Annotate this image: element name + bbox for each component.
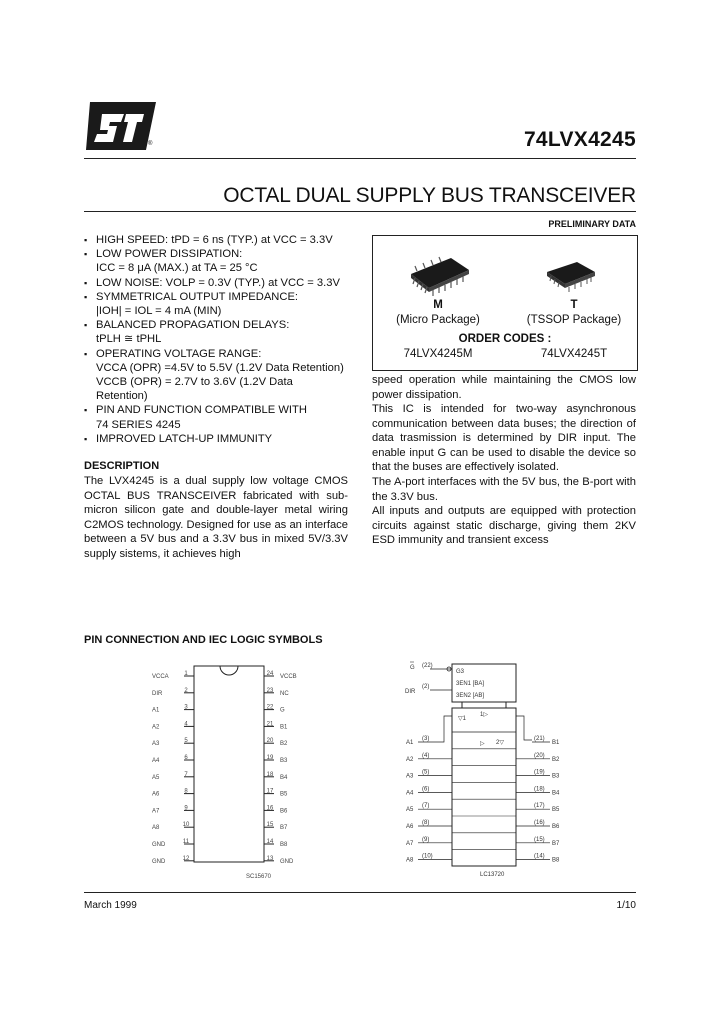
dip-left-pin-number: 4 [184, 721, 188, 728]
part-number: 74LVX4245 [523, 128, 636, 151]
dip-left-pin-number: 10 [182, 822, 190, 829]
iec-sym-tri: ▷ [480, 741, 485, 747]
dip-right-pin-number: 14 [266, 839, 274, 845]
iec-b-label: B1 [552, 740, 560, 746]
dip-figure-label: SC15670 [246, 874, 272, 880]
dip-right-pin-name: B3 [280, 758, 288, 764]
dip-right-pin-number: 18 [266, 771, 274, 778]
dip-left-pin-number: 7 [184, 771, 188, 778]
header-rule-bottom [84, 211, 636, 212]
header-rule-top [84, 158, 636, 159]
iec-b-pin: (21) [534, 736, 545, 742]
page-title: OCTAL DUAL SUPPLY BUS TRANSCEIVER [223, 184, 636, 207]
iec-b-pin: (17) [534, 803, 545, 810]
iec-a-pin: (8) [422, 820, 430, 826]
dip-left-pin-number: 9 [184, 805, 188, 812]
so-package-image [403, 252, 473, 302]
iec-b-pin: (20) [534, 752, 545, 759]
iec-b-label: B8 [552, 857, 560, 864]
dip-right-pin-name: G [280, 707, 285, 714]
description-right-p3: The A-port interfaces with the 5V bus, the B-port with the 3.3V bus. [372, 476, 636, 503]
dip-right-pin-number: 19 [266, 755, 274, 761]
dip-left-pin-name: A5 [152, 774, 160, 781]
iec-a-pin: (4) [422, 752, 430, 759]
footer-rule [84, 892, 636, 893]
footer-date: March 1999 [84, 900, 137, 911]
description-heading: DESCRIPTION [84, 460, 160, 472]
iec-b-pin: (19) [534, 769, 545, 776]
feature-item: VCCB (OPR) = 2.7V to 3.6V (1.2V Data [96, 376, 293, 389]
iec-a-label: A8 [406, 857, 414, 864]
footer-page: 1/10 [616, 900, 636, 911]
trademark-mark: ® [148, 141, 153, 147]
feature-item: ICC = 8 μA (MAX.) at TA = 25 °C [96, 262, 258, 275]
iec-a-pin: (5) [422, 769, 430, 776]
iec-a-label: A3 [406, 773, 414, 780]
feature-item: ▪ OPERATING VOLTAGE RANGE: [84, 347, 262, 360]
feature-item: VCCA (OPR) =4.5V to 5.5V (1.2V Data Retention) [96, 361, 344, 374]
dip-left-pin-name: A6 [152, 791, 160, 798]
t-package-letter: T [570, 299, 578, 311]
dip-left-pin-number: 5 [184, 738, 188, 745]
dip-left-pin-name: A3 [152, 741, 160, 748]
iec-b-pin: (15) [534, 836, 545, 843]
iec-figure-label: LC13720 [480, 872, 505, 878]
package-box [372, 235, 638, 371]
dip-left-pin-number: 11 [182, 839, 190, 845]
dip-right-pin-number: 20 [266, 738, 274, 745]
dip-right-pin-number: 21 [266, 721, 274, 728]
iec-a-label: A7 [406, 840, 414, 847]
dip-right-pin-number: 15 [266, 822, 274, 829]
iec-a-pin: (6) [422, 786, 430, 793]
order-code-t: 74LVX4245T [540, 348, 608, 360]
feature-item: 74 SERIES 4245 [96, 418, 181, 431]
description-right-p4: All inputs and outputs are equipped with protection circuits against static discharge, giving them 2KV ESD immunity and transient excess [372, 505, 636, 546]
iec-a-pin: (3) [422, 736, 430, 742]
dip-right-pin-name: NC [280, 690, 289, 697]
t-package-desc: (TSSOP Package) [526, 314, 622, 326]
iec-b-pin: (18) [534, 786, 545, 793]
iec-a-label: A1 [406, 740, 414, 746]
dip-left-pin-number: 3 [184, 704, 188, 711]
iec-b-label: B3 [552, 773, 560, 780]
dip-left-pin-name: A2 [152, 724, 160, 731]
dip-left-pin-name: GND [152, 842, 166, 848]
dip-right-pin-number: 22 [266, 704, 274, 711]
iec-a-label: A2 [406, 756, 414, 763]
dip-left-pin-number: 12 [182, 855, 190, 862]
iec-a-label: A5 [406, 807, 414, 814]
tssop-package-image [541, 256, 601, 300]
description-left-text: The LVX4245 is a dual supply low voltage CMOS OCTAL BUS TRANSCEIVER fabricated with sub-micron silicon gate and double-layer metal wiring C2MOS technology. Designed for use as an interface between a 5V bus and a 3.3V bus in mixed 5V/3.3V supply sistems, it achieves high [84, 475, 348, 560]
dip-left-pin-name: A8 [152, 825, 160, 832]
iec-logic-symbol [400, 660, 580, 878]
iec-a-label: A6 [406, 824, 414, 830]
feature-item: ▪ IMPROVED LATCH-UP IMMUNITY [84, 432, 273, 445]
iec-b-label: B5 [552, 807, 560, 814]
dip-left-pin-name: A4 [152, 758, 160, 764]
dip-left-pin-name: DIR [152, 690, 163, 697]
dip-right-pin-name: B6 [280, 808, 288, 815]
order-codes-title: ORDER CODES : [458, 333, 552, 345]
dip-left-pin-number: 6 [184, 755, 188, 761]
iec-g-label: G [410, 665, 415, 671]
feature-item: tPLH ≅ tPHL [96, 333, 162, 346]
dip-left-pin-name: A1 [152, 707, 160, 714]
dip-right-pin-name: VCCB [280, 674, 297, 680]
dip-right-pin-name: B5 [280, 791, 288, 798]
dip-right-pin-name: B1 [280, 724, 288, 731]
iec-b-pin: (16) [534, 820, 545, 826]
st-logo [84, 100, 158, 152]
dip-left-pin-number: 8 [184, 788, 188, 795]
feature-item: ▪ PIN AND FUNCTION COMPATIBLE WITH [84, 404, 307, 417]
iec-dir-pin: (2) [422, 684, 430, 690]
m-package-letter: M [433, 299, 443, 311]
feature-item: ▪ HIGH SPEED: tPD = 6 ns (TYP.) at VCC = 3.3V [84, 234, 333, 246]
iec-b-label: B6 [552, 824, 560, 830]
iec-a-pin: (9) [422, 836, 430, 843]
iec-b-pin: (14) [534, 853, 545, 860]
dip-right-pin-number: 17 [266, 788, 274, 795]
feature-item: Retention) [96, 390, 148, 403]
iec-sym-2: 2▽ [496, 740, 504, 746]
iec-ctrl-line: G3 [456, 669, 465, 675]
dip-right-pin-name: B2 [280, 741, 288, 748]
iec-a-pin: (7) [422, 803, 430, 810]
preliminary-label: PRELIMINARY DATA [548, 219, 636, 229]
description-right-p1: speed operation while maintaining the CMOS low power dissipation. [372, 374, 636, 401]
dip-right-pin-number: 23 [266, 687, 274, 694]
iec-g-pin: (22) [422, 663, 433, 669]
iec-ctrl-line: 3EN1 [BA] [456, 681, 485, 687]
iec-b-label: B4 [552, 790, 560, 797]
iec-dir-label: DIR [405, 689, 416, 695]
iec-b-label: B7 [552, 840, 560, 847]
dip-left-pin-name: GND [152, 858, 166, 865]
dip-right-pin-name: B7 [280, 825, 288, 832]
iec-a-pin: (10) [422, 853, 433, 860]
feature-item: |IOH| = IOL = 4 mA (MIN) [96, 305, 222, 318]
feature-item: ▪ BALANCED PROPAGATION DELAYS: [84, 319, 290, 332]
feature-item: ▪ LOW NOISE: VOLP = 0.3V (TYP.) at VCC = 3.3V [84, 276, 340, 289]
feature-item: ▪ LOW POWER DISSIPATION: [84, 248, 243, 261]
dip-right-pin-number: 13 [266, 855, 274, 862]
pin-connection-heading: PIN CONNECTION AND IEC LOGIC SYMBOLS [84, 634, 323, 646]
iec-b-label: B2 [552, 756, 560, 763]
features-list [84, 233, 366, 446]
dip-left-pin-name: A7 [152, 808, 160, 815]
dip-right-pin-name: B8 [280, 842, 288, 848]
m-package-desc: (Micro Package) [396, 314, 480, 326]
iec-ctrl-line: 3EN2 [AB] [456, 693, 485, 699]
description-right-p2: This IC is intended for two-way asynchronous communication between data buses; the direction of data trasmission is determined by DIR input. The enable input G can be used to disable the device so that the buses are effectively isolated. [372, 403, 636, 473]
dip-right-pin-number: 16 [266, 805, 274, 812]
dip-left-pin-number: 2 [184, 687, 188, 694]
iec-sym-1: ▽1 [458, 716, 466, 722]
order-code-m: 74LVX4245M [403, 348, 473, 360]
dip-right-pin-name: GND [280, 858, 294, 865]
iec-sym-gt: 1▷ [480, 712, 488, 718]
dip-right-pin-number: 24 [266, 671, 274, 677]
iec-a-label: A4 [406, 790, 414, 797]
dip-left-pin-name: VCCA [152, 674, 169, 680]
dip-right-pin-name: B4 [280, 774, 288, 781]
dip-pin-diagram [150, 664, 310, 884]
feature-item: ▪ SYMMETRICAL OUTPUT IMPEDANCE: [84, 290, 299, 303]
dip-left-pin-number: 1 [184, 671, 188, 677]
